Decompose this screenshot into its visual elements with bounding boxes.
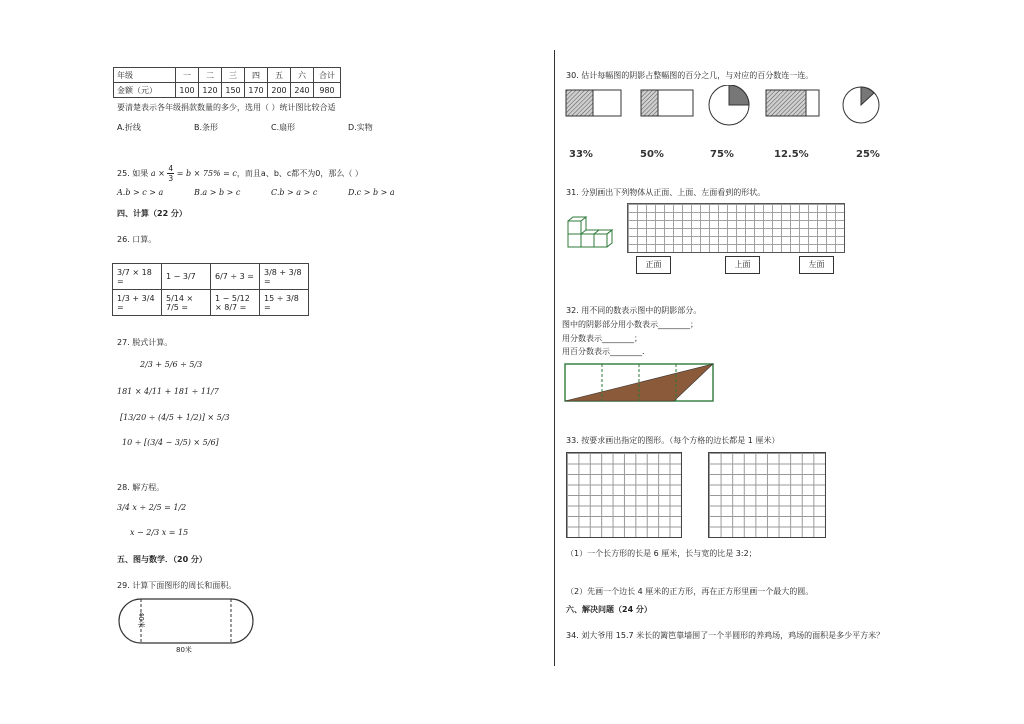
- q25-fraction-den: 3: [168, 174, 174, 183]
- table-cell: 240: [291, 83, 314, 98]
- q32-percent-line: 用百分数表示________．: [562, 347, 650, 356]
- cube-object: [564, 216, 620, 252]
- calc-cell: 1 − 3/7: [162, 264, 211, 290]
- table-cell: 五: [268, 68, 291, 83]
- table-cell: 100: [176, 83, 199, 98]
- table-cell: 三: [222, 68, 245, 83]
- q33-sub-1: （1）一个长方形的长是 6 厘米，长与宽的比是 3:2；: [566, 549, 757, 558]
- q28-label: 28. 解方程。: [117, 483, 165, 492]
- percent-1: 33%: [569, 149, 593, 160]
- q26-label: 26. 口算。: [117, 235, 157, 244]
- table-cell: 四: [245, 68, 268, 83]
- table-row: [113, 290, 309, 316]
- q24-option-c: C.扇形: [271, 123, 296, 132]
- q25-fraction: [167, 164, 174, 183]
- table-row: [114, 83, 341, 98]
- q24-text: 要清楚表示各年级捐款数量的多少，选用（ ）统计图比较合适: [117, 103, 336, 112]
- q31-label: 31. 分别画出下列物体从正面、上面、左面看到的形状。: [566, 188, 766, 197]
- q28-equation-1: 3/4 x ÷ 2/5 = 1/2: [117, 503, 187, 512]
- q32-fraction-line: 用分数表示________；: [562, 334, 642, 343]
- figure-rect-2: [641, 90, 693, 116]
- table-cell: 六: [291, 68, 314, 83]
- q25-option-b: B.a > b > c: [194, 188, 241, 197]
- calc-cell: 6/7 ÷ 3 =: [211, 264, 260, 290]
- q32-label: 32. 用不同的数表示图中的阴影部分。: [566, 306, 702, 315]
- figure-circle-2: [843, 87, 879, 123]
- calc-cell: 3/7 × 18 =: [113, 264, 162, 290]
- q25-option-a: A.b > c > a: [117, 188, 164, 197]
- drawing-grid-1[interactable]: [566, 452, 682, 538]
- q27-label: 27. 脱式计算。: [117, 338, 173, 347]
- q32-decimal-line: 图中的阴影部分用小数表示________；: [562, 320, 698, 329]
- q25-fraction-num: 4: [168, 164, 174, 173]
- calc-cell: 5/14 × 7/5 =: [162, 290, 211, 316]
- view-label-front: 正面: [636, 256, 671, 274]
- table-cell: 年级: [114, 68, 176, 83]
- percent-2: 50%: [640, 149, 664, 160]
- drawing-grid-2[interactable]: [708, 452, 826, 538]
- donation-table: [113, 67, 341, 98]
- drawing-grid-views[interactable]: [627, 203, 845, 253]
- q30-figures: [564, 85, 894, 131]
- table-cell: 170: [245, 83, 268, 98]
- q28-equation-2: x − 2/3 x = 15: [130, 528, 189, 537]
- calc-cell: 1 − 5/12 × 8/7 =: [211, 290, 260, 316]
- view-label-left: 左面: [799, 256, 834, 274]
- q33-label: 33. 按要求画出指定的图形。（每个方格的边长都是 1 厘米）: [566, 436, 780, 445]
- table-cell: 200: [268, 83, 291, 98]
- q25-option-d: D.c > b > a: [348, 188, 395, 197]
- q27-line-3: [13/20 ÷ (4/5 + 1/2)] × 5/3: [120, 413, 230, 422]
- figure-rect-1: [566, 90, 621, 116]
- calc-cell: 15 ÷ 3/8 =: [260, 290, 309, 316]
- q29-label: 29. 计算下面图形的周长和面积。: [117, 581, 237, 590]
- section-5-heading: 五、图与数学．（20 分）: [117, 555, 207, 564]
- calc-cell: 1/3 + 3/4 =: [113, 290, 162, 316]
- figure-circle-1: [709, 85, 749, 125]
- table-cell: 合计: [314, 68, 341, 83]
- width-label: 80米: [176, 646, 192, 654]
- table-cell: 金额（元）: [114, 83, 176, 98]
- height-label: 40米: [137, 612, 145, 628]
- calc-cell: 3/8 + 3/8 =: [260, 264, 309, 290]
- table-row: [114, 68, 341, 83]
- q25-question: [117, 164, 363, 183]
- column-divider: [554, 50, 555, 666]
- percent-4: 12.5%: [774, 149, 809, 160]
- q25-option-c: C.b > a > c: [271, 188, 318, 197]
- q34-question: 34. 刘大爷用 15.7 米长的篱笆靠墙围了一个半圆形的养鸡场，鸡场的面积是多少平方米？: [566, 631, 885, 640]
- q33-sub-2: （2）先画一个边长 4 厘米的正方形，再在正方形里画一个最大的圆。: [566, 587, 814, 596]
- q25-expr-b: = b × 75% = c: [176, 169, 237, 178]
- view-label-top: 上面: [725, 256, 760, 274]
- q25-condition: ，而且a、b、c都不为0，那么（ ）: [236, 169, 363, 178]
- q30-label: 30. 估计每幅图的阴影占整幅图的百分之几，与对应的百分数连一连。: [566, 71, 814, 80]
- q27-line-1: 2/3 + 5/6 ÷ 5/3: [140, 360, 203, 369]
- table-cell: 980: [314, 83, 341, 98]
- q25-prefix: 25. 如果: [117, 169, 149, 178]
- mental-math-table: [112, 263, 309, 316]
- table-cell: 150: [222, 83, 245, 98]
- section-4-heading: 四、计算（22 分）: [117, 209, 187, 218]
- q24-option-b: B.条形: [194, 123, 219, 132]
- q25-expr-a: a ×: [150, 169, 165, 178]
- table-cell: 一: [176, 68, 199, 83]
- q27-line-4: 10 ÷ [(3/4 − 3/5) × 5/6]: [122, 438, 219, 447]
- figure-rect-3: [766, 90, 819, 116]
- percent-5: 25%: [856, 149, 880, 160]
- table-cell: 二: [199, 68, 222, 83]
- q24-option-a: A.折线: [117, 123, 141, 132]
- shaded-parallelogram-figure: [564, 363, 716, 403]
- q24-option-d: D.实物: [348, 123, 373, 132]
- table-row: [113, 264, 309, 290]
- q27-line-2: 181 × 4/11 + 181 ÷ 11/7: [117, 387, 219, 396]
- section-6-heading: 六、解决问题（24 分）: [566, 605, 652, 614]
- table-cell: 120: [199, 83, 222, 98]
- percent-3: 75%: [710, 149, 734, 160]
